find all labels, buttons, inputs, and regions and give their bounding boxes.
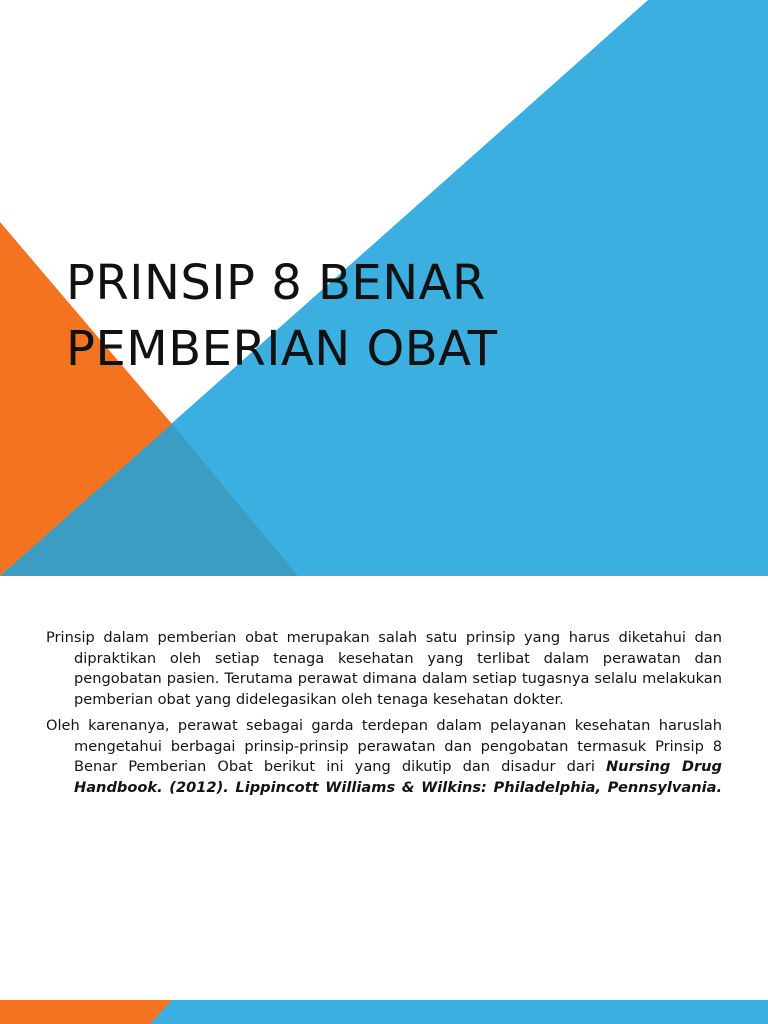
- title-line-2: PEMBERIAN OBAT: [66, 321, 498, 377]
- content-slide: [0, 576, 768, 1024]
- slide-title: [66, 250, 726, 382]
- reference-citation: Nursing Drug Handbook. (2012). Lippincott Williams & Wilkins: Philadelphia, Pennsylvania.: [74, 758, 722, 796]
- title-line-1: PRINSIP 8 BENAR: [66, 255, 486, 311]
- bottom-orange-bar: [0, 1000, 180, 1024]
- bottom-decorative-shapes: [0, 1000, 768, 1024]
- paragraph-principle: Prinsip dalam pemberian obat merupakan salah satu prinsip yang harus diketahui dan dipraktikan oleh setiap tenaga kesehatan yang terlibat dalam perawatan dan pengobatan pasien. Terutama perawat dimana dalam setiap tugasnya selalu melakukan pemberian obat yang didelegasikan oleh tenaga kesehatan dokter.: [46, 629, 722, 708]
- paragraph-reference: [46, 716, 722, 798]
- content-body: [46, 628, 722, 804]
- bottom-blue-bar: [150, 1000, 768, 1024]
- paragraph-reference-text: Oleh karenanya, perawat sebagai garda terdepan dalam pelayanan kesehatan haruslah mengetahui berbagai prinsip-prinsip perawatan dan pengobatan termasuk Prinsip 8 Benar Pemberian Obat berikut ini yang dikutip dan disadur dari: [46, 717, 722, 775]
